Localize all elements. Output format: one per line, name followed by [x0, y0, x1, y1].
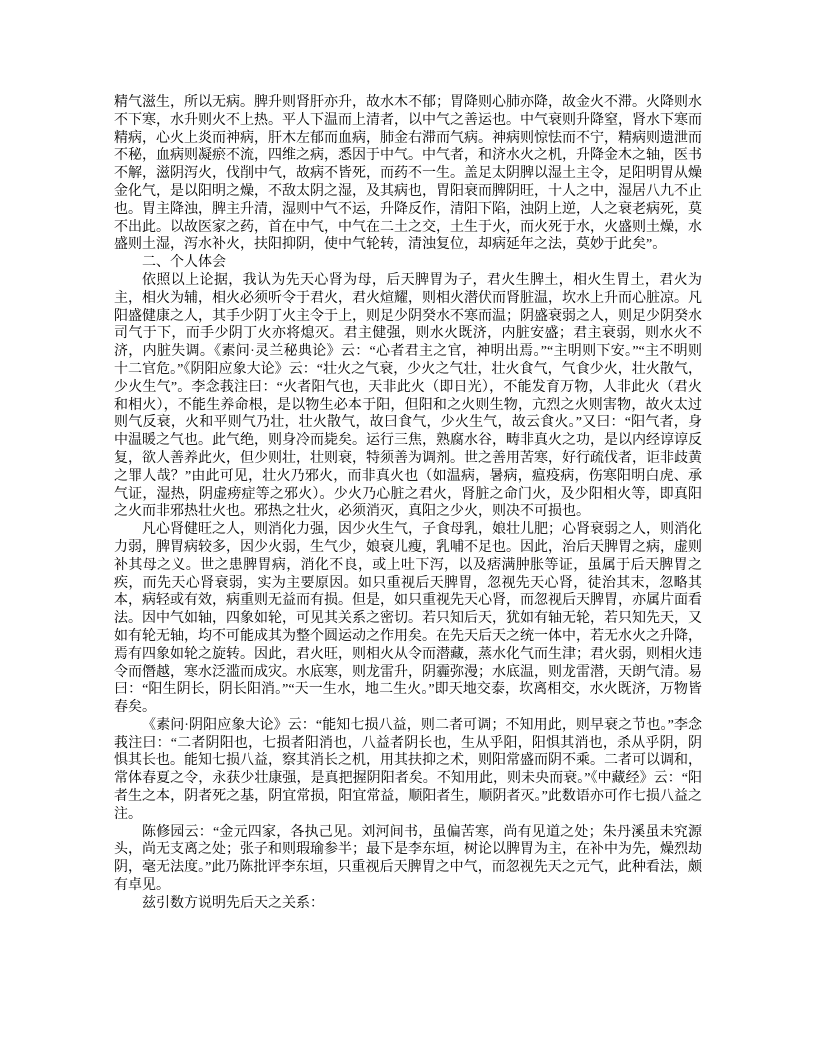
document-body: [114, 94, 702, 913]
paragraph-zhongqi-continuation: 精气滋生，所以无病。脾升则肾肝亦升，故水木不郁；胃降则心肺亦降，故金火不滞。火降则水不下寒，水升则火不上热。平人下温而上清者，以中气之善运也。中气衰则升降窒，肾水下寒而精病，心火上炎而神病，肝木左郁而血病，肺金右滞而气病。神病则惊怯而不宁，精病则遗泄而不秘，血病则凝瘀不流，四维之病，悉因于中气。中气者，和济水火之机，升降金木之轴，医书不解，滋阴泻火，伐削中气，故病不皆死，而药不一生。盖足太阴脾以湿土主令，足阳明胃从燥金化气，是以阳明之燥，不敌太阴之湿，及其病也，胃阳衰而脾阴旺，十人之中，湿居八九不止也。胃主降浊，脾主升清，湿则中气不运，升降反作，清阳下陷，浊阴上逆，人之衰老病死，莫不出此。以故医家之药，首在中气，中气在二土之交，土生于火，而火死于水，火盛则土燥，水盛则土湿，泻水补火，扶阳抑阴，使中气轮转，清浊复位，却病延年之法，莫妙于此矣”。: [114, 95, 702, 253]
paragraph-personal-view-1: 依照以上论据，我认为先天心肾为母，后天脾胃为子，君火生脾土，相火生胃土，君火为主，相火为辅，相火必须听令于君火，君火煊耀，则相火潜伏而肾脏温，坎水上升而心脏凉。凡阳盛健康之人，其手少阴丁火主令于上，则足少阴癸水不寒而温；阴盛衰弱之人，则足少阴癸水司气于下，而手少阴丁火亦将熄灭。君主健强，则水火既济，内脏安盛；君主衰弱，则水火不济，内脏失调。《素问·灵兰秘典论》云：“心者君主之官，神明出焉。”“主明则下安。”“主不明则十二官危。”《阴阳应象大论》云：“壮火之气衰，少火之气壮，壮火食气，气食少火，壮火散气，少火生气”。李念莪注曰：“火者阳气也，天非此火（即日光），不能发育万物，人非此火（君火和相火），不能生养命根，是以物生必本于阳，但阳和之火则生物，亢烈之火则害物，故火太过则气反衰，火和平则气乃壮，壮火散气，故曰食气，少火生气，故云食火。”又曰：“阳气者，身中温暖之气也。此气绝，则身冷而毙矣。运行三焦，熟腐水谷，畴非真火之功，是以内经谆谆反复，欲人善养此火，但少则壮，壮则衰，特须善为调剂。世之善用苦寒，好行疏伐者，讵非歧黄之罪人哉？”由此可见，壮火乃邪火，而非真火也（如温病，暑病，瘟疫病，伤寒阳明白虎、承气证，湿热，阴虚痨症等之邪火）。少火乃心脏之君火，肾脏之命门火，及少阳相火等，即真阳之火而非邪热壮火也。邪热之壮火，必须消灭，真阳之少火，则决不可损也。: [114, 272, 702, 520]
paragraph-personal-view-2: 凡心肾健旺之人，则消化力强，因少火生气，子食母乳，娘壮儿肥；心肾衰弱之人，则消化力弱，脾胃病较多，因少火弱，生气少，娘衰儿瘦，乳哺不足也。因此，治后天脾胃之病，虚则补其母之义。世之患脾胃病，消化不良，或上吐下泻，以及痞满肿胀等证，虽属于后天脾胃之疾，而先天心肾衰弱，实为主要原因。如只重视后天脾胃，忽视先天心肾，徒治其末，忽略其本，病轻或有效，病重则无益而有损。但是，如只重视先天心肾，而忽视后天脾胃，亦属片面看法。因中气如轴，四象如轮，可见其关系之密切。若只知后天，犹如有轴无轮，若只知先天，又如有轮无轴，均不可能成其为整个圆运动之作用矣。在先天后天之统一体中，若无水火之升降，焉有四象如轮之旋转。因此，君火旺，则相火从令而潜藏，蒸水化气而生津；君火弱，则相火违令而僭越，寒水泛滥而成灾。水底寒，则龙雷升，阴霾弥漫；水底温，则龙雷潜，天朗气清。易曰：“阳生阴长，阴长阳消。”“天一生水，地二生火。”即天地交泰，坎离相交，水火既济，万物皆春矣。: [114, 522, 702, 716]
paragraph-suwen-quote: 《素问·阴阳应象大论》云：“能知七损八益，则二者可调；不知用此，则早衰之节也。”李念莪注曰：“二者阴阳也，七损者阳消也，八益者阴长也，生从乎阳，阳惧其消也，杀从乎阴，阴惧其长也。能知七损八益，察其消长之机，用其扶抑之术，则阳常盛而阴不乘。二者可以调和，常体春夏之令，永获少壮康强，是真把握阴阳者矣。不知用此，则未央而衰。”《中藏经》云：“阳者生之本，阴者死之基，阴宜常损，阳宜常益，顺阳者生，顺阴者灭。”此数语亦可作七损八益之注。: [114, 717, 702, 822]
paragraph-closing-line: 兹引数方说明先后天之关系：: [142, 895, 324, 911]
section-heading-personal-experience: 二、个人体会: [142, 255, 226, 271]
paragraph-chenxiuyuan-quote: 陈修园云：“金元四家，各执己见。刘河间书，虽偏苦寒，尚有见道之处；朱丹溪虽未究源头，尚无支离之处；张子和则瑕瑜参半；最下是李东垣，树论以脾胃为主，在补中为先，燥烈劫阴，毫无法度。”此乃陈批评李东垣，只重视后天脾胃之中气，而忽视先天之元气，此种看法，颇有卓见。: [114, 824, 702, 894]
